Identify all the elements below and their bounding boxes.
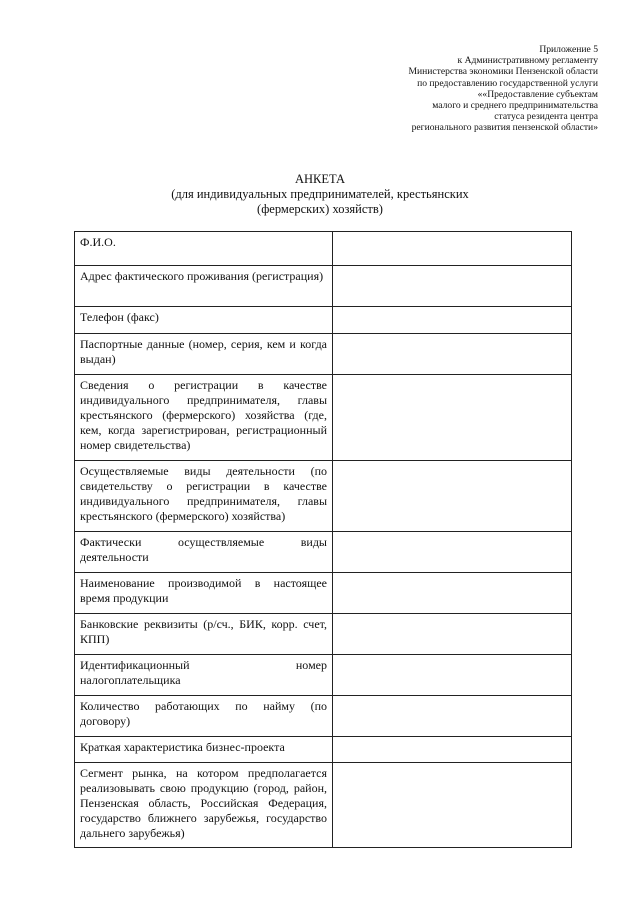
field-label: Идентификационный номер налогоплательщика <box>75 655 333 696</box>
field-label: Количество работающих по найму (по договору) <box>75 696 333 737</box>
field-label: Краткая характеристика бизнес-проекта <box>75 737 333 763</box>
field-label: Сегмент рынка, на котором предполагается реализовывать свою продукцию (город, район, Пензенская область, Российская Федерация, государство ближнего зарубежья, государство дальнего зарубежья) <box>75 763 333 848</box>
field-value-cell[interactable] <box>333 307 572 334</box>
form-heading: АНКЕТА <box>294 172 346 186</box>
table-row <box>75 696 572 737</box>
field-label: Сведения о регистрации в качестве индивидуального предпринимателя, главы крестьянского (фермерского) хозяйства (где, кем, когда зарегистрирован, регистрационный номер свидетельства) <box>75 375 333 461</box>
field-label: Наименование производимой в настоящее время продукции <box>75 573 333 614</box>
appendix-line: Министерства экономики Пензенской области <box>408 66 598 78</box>
appendix-note <box>338 44 598 134</box>
table-row <box>75 573 572 614</box>
table-row <box>75 266 572 307</box>
field-value-cell[interactable] <box>333 655 572 696</box>
field-label: Фактически осуществляемые виды деятельности <box>75 532 333 573</box>
appendix-line: статуса резидента центра <box>494 111 598 123</box>
table-row <box>75 737 572 763</box>
field-value-cell[interactable] <box>333 232 572 266</box>
field-value-cell[interactable] <box>333 763 572 848</box>
field-label: Ф.И.О. <box>75 232 333 266</box>
field-value-cell[interactable] <box>333 696 572 737</box>
appendix-line: малого и среднего предпринимательства <box>432 100 598 112</box>
field-label: Адрес фактического проживания (регистрация) <box>75 266 333 307</box>
field-value-cell[interactable] <box>333 266 572 307</box>
table-row <box>75 614 572 655</box>
field-value-cell[interactable] <box>333 614 572 655</box>
field-label: Осуществляемые виды деятельности (по свидетельству о регистрации в качестве индивидуального предпринимателя, главы крестьянского (фермерского) хозяйства) <box>75 461 333 532</box>
appendix-line: ««Предоставление субъектам <box>477 88 598 100</box>
table-row <box>75 307 572 334</box>
appendix-line: по предоставлению государственной услуги <box>417 77 598 89</box>
field-label: Паспортные данные (номер, серия, кем и когда выдан) <box>75 334 333 375</box>
table-row <box>75 334 572 375</box>
field-label: Телефон (факс) <box>75 307 333 334</box>
field-value-cell[interactable] <box>333 375 572 461</box>
table-row <box>75 532 572 573</box>
table-row <box>75 375 572 461</box>
table-row <box>75 763 572 848</box>
field-value-cell[interactable] <box>333 461 572 532</box>
questionnaire-table <box>74 231 572 848</box>
form-subtitle-line: (для индивидуальных предпринимателей, крестьянских <box>171 187 469 201</box>
field-value-cell[interactable] <box>333 334 572 375</box>
field-value-cell[interactable] <box>333 737 572 763</box>
appendix-line: к Административному регламенту <box>457 55 598 67</box>
appendix-line: регионального развития пензенской области» <box>411 122 598 134</box>
field-label: Банковские реквизиты (р/сч., БИК, корр. счет, КПП) <box>75 614 333 655</box>
form-title <box>0 172 640 217</box>
field-value-cell[interactable] <box>333 532 572 573</box>
table-row <box>75 461 572 532</box>
form-subtitle-line: (фермерских) хозяйств) <box>257 202 383 216</box>
field-value-cell[interactable] <box>333 573 572 614</box>
table-row <box>75 232 572 266</box>
table-row <box>75 655 572 696</box>
appendix-line: Приложение 5 <box>539 44 598 55</box>
